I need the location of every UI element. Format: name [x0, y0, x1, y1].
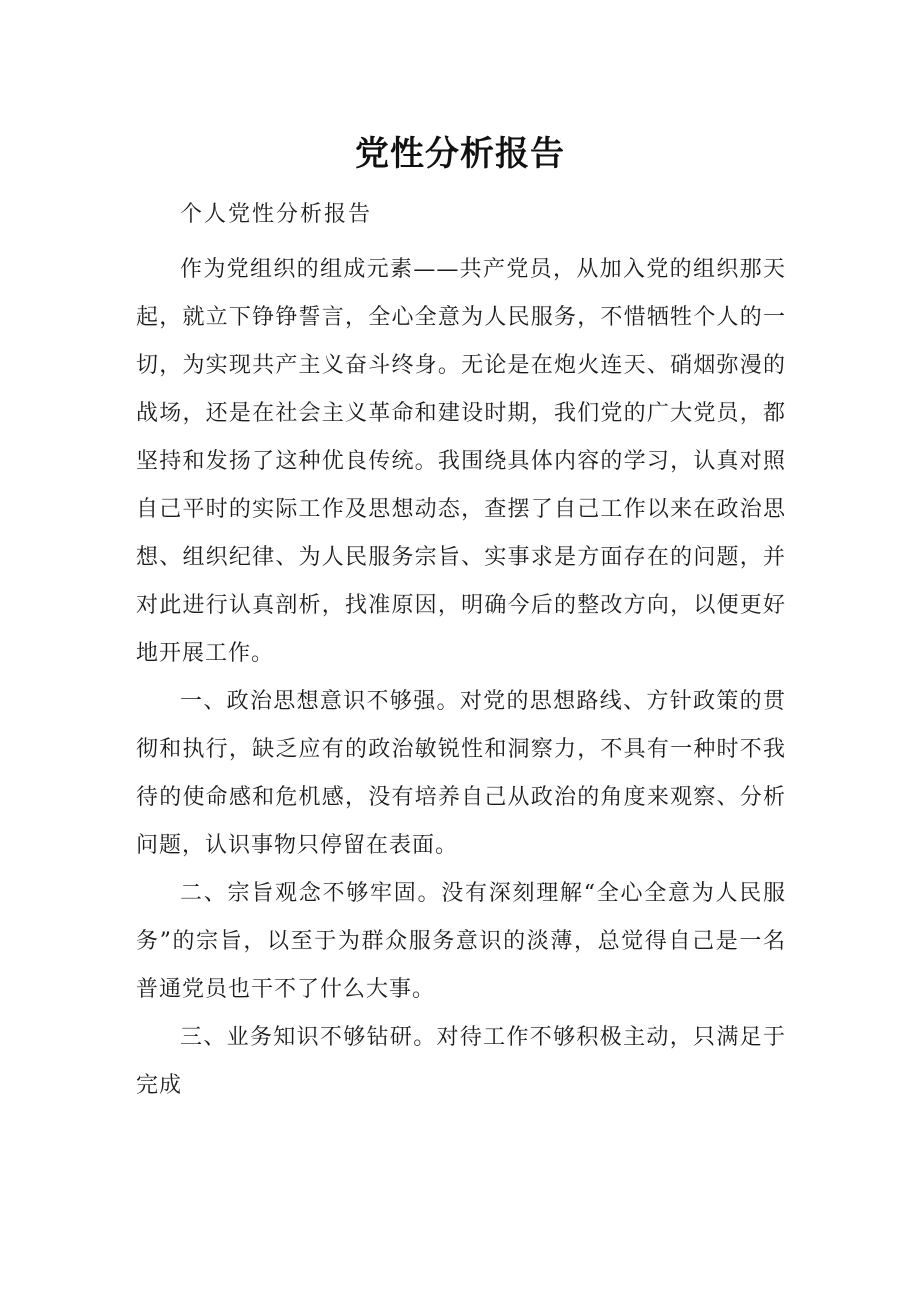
- document-title: 党性分析报告: [355, 134, 565, 174]
- paragraph-intro: 作为党组织的组成元素——共产党员，从加入党的组织那天起，就立下铮铮誓言，全心全意为人民服务，不惜牺牲个人的一切，为实现共产主义奋斗终身。无论是在炮火连天、硝烟弥漫的战场，还是在社会主义革命和建设时期，我们党的广大党员，都坚持和发扬了这种优良传统。我围绕具体内容的学习，认真对照自己平时的实际工作及思想动态，查摆了自己工作以来在政治思想、组织纪律、为人民服务宗旨、实事求是方面存在的问题，并对此进行认真剖析，找准原因，明确今后的整改方向，以便更好地开展工作。: [136, 257, 786, 666]
- paragraph-business: 三、业务知识不够钻研。对待工作不够积极主动，只满足于完成: [136, 1025, 786, 1098]
- paragraph-purpose: 二、宗旨观念不够牢固。没有深刻理解“全心全意为人民服务”的宗旨，以至于为群众服务意识的淡薄，总觉得自己是一名普通党员也干不了什么大事。: [136, 881, 786, 1002]
- document-body: [136, 246, 786, 1110]
- document-subtitle: 个人党性分析报告: [180, 202, 373, 227]
- paragraph-political: 一、政治思想意识不够强。对党的思想路线、方针政策的贯彻和执行，缺乏应有的政治敏锐性和洞察力，不具有一种时不我待的使命感和危机感，没有培养自己从政治的角度来观察、分析问题，认识事物只停留在表面。: [136, 689, 786, 858]
